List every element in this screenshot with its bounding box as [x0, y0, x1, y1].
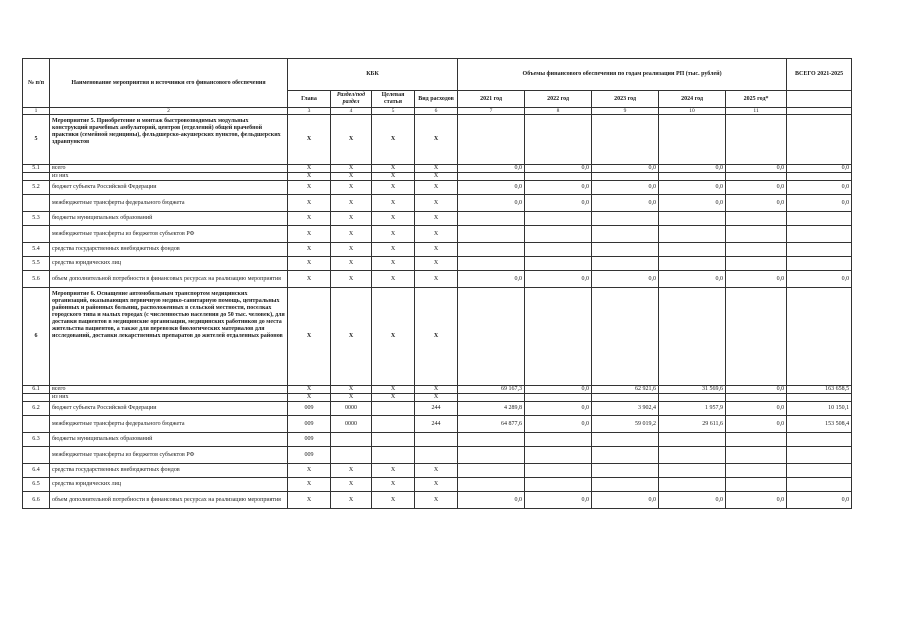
cell-name: межбюджетные трансферты из бюджетов субъектов РФ: [50, 447, 288, 464]
cell-g: X: [288, 173, 331, 181]
table-row: [23, 226, 852, 243]
cell-n: 5.2: [23, 181, 50, 195]
cell-y4: 0,0: [659, 492, 726, 509]
cell-y3: [592, 464, 659, 478]
cell-v: X: [415, 478, 458, 492]
cell-y4: [659, 288, 726, 386]
cell-r: X: [331, 195, 372, 212]
cell-g: X: [288, 115, 331, 165]
cell-y4: [659, 433, 726, 447]
cell-y5: [726, 212, 787, 226]
cell-t: [787, 212, 852, 226]
cell-t: 0,0: [787, 165, 852, 173]
cell-name: объем дополнительной потребности в финансовых ресурсах на реализацию мероприятия: [50, 492, 288, 509]
cell-name: всего: [50, 386, 288, 394]
cell-g: X: [288, 195, 331, 212]
cell-y2: 0,0: [525, 402, 592, 416]
document-page: [22, 58, 851, 509]
cell-v: X: [415, 226, 458, 243]
cell-n: 6: [23, 288, 50, 386]
cell-y5: [726, 394, 787, 402]
cell-c: X: [372, 288, 415, 386]
cell-name: бюджеты муниципальных образований: [50, 212, 288, 226]
cell-r: [331, 447, 372, 464]
cell-y2: 0,0: [525, 165, 592, 173]
header-2023: 2023 год: [592, 91, 659, 108]
cell-c: X: [372, 394, 415, 402]
cell-v: 244: [415, 402, 458, 416]
cell-n: 6.4: [23, 464, 50, 478]
cell-g: 009: [288, 416, 331, 433]
cell-y2: 0,0: [525, 492, 592, 509]
header-num: № п/п: [23, 59, 50, 108]
cell-r: X: [331, 288, 372, 386]
cell-y4: [659, 243, 726, 257]
cell-y5: [726, 226, 787, 243]
cell-n: 5.1: [23, 165, 50, 173]
cell-y3: 0,0: [592, 195, 659, 212]
cell-r: X: [331, 243, 372, 257]
cell-c: X: [372, 271, 415, 288]
cell-c: X: [372, 165, 415, 173]
cell-y5: [726, 115, 787, 165]
cell-y3: 0,0: [592, 165, 659, 173]
cell-y1: 0,0: [458, 492, 525, 509]
table-row: [23, 394, 852, 402]
cell-c: [372, 416, 415, 433]
table-row: [23, 492, 852, 509]
cell-g: X: [288, 257, 331, 271]
cell-y2: [525, 115, 592, 165]
cell-n: 5.5: [23, 257, 50, 271]
cell-g: X: [288, 181, 331, 195]
cell-g: X: [288, 478, 331, 492]
cell-y5: 0,0: [726, 416, 787, 433]
cell-y3: [592, 288, 659, 386]
column-number: 3: [288, 108, 331, 115]
cell-y3: [592, 226, 659, 243]
cell-c: X: [372, 492, 415, 509]
cell-y5: 0,0: [726, 271, 787, 288]
cell-y4: [659, 447, 726, 464]
cell-t: 0,0: [787, 181, 852, 195]
cell-t: [787, 243, 852, 257]
cell-y1: [458, 115, 525, 165]
cell-c: [372, 433, 415, 447]
table-row: [23, 447, 852, 464]
cell-c: X: [372, 115, 415, 165]
cell-v: [415, 447, 458, 464]
cell-name: бюджет субъекта Российской Федерации: [50, 402, 288, 416]
table-row: [23, 271, 852, 288]
cell-y4: 0,0: [659, 271, 726, 288]
cell-y3: [592, 478, 659, 492]
header-total: ВСЕГО 2021-2025: [787, 59, 852, 91]
cell-v: [415, 433, 458, 447]
cell-g: X: [288, 226, 331, 243]
cell-y1: [458, 464, 525, 478]
cell-v: X: [415, 115, 458, 165]
table-row: [23, 402, 852, 416]
cell-c: X: [372, 226, 415, 243]
cell-name: Мероприятие 5. Приобретение и монтаж быстровозводимых модульных конструкций врачебных амбулаторий, центров (отделений) общей врачебной практики (семейной медицины), фельдшерско-акушерских пунктов, фельдшерских здравпунктов: [50, 115, 288, 165]
cell-y4: 0,0: [659, 181, 726, 195]
cell-v: X: [415, 257, 458, 271]
cell-r: X: [331, 226, 372, 243]
cell-g: X: [288, 288, 331, 386]
cell-y2: [525, 464, 592, 478]
table-row: [23, 195, 852, 212]
cell-name: из них: [50, 394, 288, 402]
cell-t: 153 508,4: [787, 416, 852, 433]
cell-g: X: [288, 212, 331, 226]
cell-t: 163 658,5: [787, 386, 852, 394]
header-total-blank: [787, 91, 852, 108]
cell-name: всего: [50, 165, 288, 173]
cell-g: X: [288, 492, 331, 509]
cell-y1: 0,0: [458, 195, 525, 212]
header-cel-statya: Целевая статья: [372, 91, 415, 108]
cell-t: [787, 464, 852, 478]
cell-y2: [525, 226, 592, 243]
cell-v: X: [415, 181, 458, 195]
cell-y5: 0,0: [726, 402, 787, 416]
cell-name: средства юридических лиц: [50, 478, 288, 492]
cell-y4: [659, 257, 726, 271]
cell-y1: [458, 173, 525, 181]
cell-n: [23, 195, 50, 212]
cell-y5: [726, 288, 787, 386]
column-number: 10: [659, 108, 726, 115]
cell-y1: [458, 243, 525, 257]
cell-y5: [726, 257, 787, 271]
cell-n: 5.4: [23, 243, 50, 257]
cell-g: X: [288, 165, 331, 173]
header-vid-rashodov: Вид расходов: [415, 91, 458, 108]
cell-y2: 0,0: [525, 195, 592, 212]
cell-t: [787, 447, 852, 464]
cell-y2: 0,0: [525, 416, 592, 433]
column-number: 8: [525, 108, 592, 115]
cell-r: X: [331, 492, 372, 509]
cell-y3: 0,0: [592, 181, 659, 195]
cell-y1: 64 877,6: [458, 416, 525, 433]
cell-y5: [726, 433, 787, 447]
cell-t: [787, 433, 852, 447]
cell-y5: [726, 243, 787, 257]
cell-y4: [659, 394, 726, 402]
table-row: [23, 257, 852, 271]
column-number: 4: [331, 108, 372, 115]
column-number: 2: [50, 108, 288, 115]
cell-n: 5.3: [23, 212, 50, 226]
cell-v: X: [415, 243, 458, 257]
table-row: [23, 478, 852, 492]
cell-t: 0,0: [787, 195, 852, 212]
cell-n: 6.6: [23, 492, 50, 509]
cell-v: X: [415, 288, 458, 386]
cell-name: межбюджетные трансферты из бюджетов субъектов РФ: [50, 226, 288, 243]
cell-y1: [458, 433, 525, 447]
cell-name: межбюджетные трансферты федерального бюджета: [50, 416, 288, 433]
cell-y1: [458, 478, 525, 492]
cell-y1: [458, 447, 525, 464]
table-row: [23, 288, 852, 386]
cell-r: X: [331, 181, 372, 195]
cell-y2: [525, 212, 592, 226]
cell-y5: 0,0: [726, 165, 787, 173]
cell-g: 009: [288, 402, 331, 416]
cell-n: [23, 173, 50, 181]
cell-r: X: [331, 478, 372, 492]
cell-c: [372, 402, 415, 416]
cell-y5: 0,0: [726, 195, 787, 212]
cell-c: X: [372, 173, 415, 181]
cell-y4: [659, 212, 726, 226]
cell-y3: [592, 212, 659, 226]
column-number: 6: [415, 108, 458, 115]
header-2025: 2025 год*: [726, 91, 787, 108]
cell-y3: [592, 394, 659, 402]
cell-y4: [659, 115, 726, 165]
cell-name: бюджет субъекта Российской Федерации: [50, 181, 288, 195]
cell-y2: [525, 394, 592, 402]
cell-y5: [726, 464, 787, 478]
cell-v: X: [415, 386, 458, 394]
cell-y3: 0,0: [592, 271, 659, 288]
column-number: 11: [726, 108, 787, 115]
cell-y4: [659, 173, 726, 181]
cell-y2: [525, 433, 592, 447]
cell-n: [23, 394, 50, 402]
cell-g: X: [288, 394, 331, 402]
cell-t: [787, 288, 852, 386]
cell-y4: 1 957,9: [659, 402, 726, 416]
cell-v: 244: [415, 416, 458, 433]
cell-r: X: [331, 464, 372, 478]
cell-y5: [726, 173, 787, 181]
cell-c: X: [372, 478, 415, 492]
cell-t: [787, 173, 852, 181]
cell-y2: [525, 288, 592, 386]
cell-y2: 0,0: [525, 181, 592, 195]
cell-name: бюджеты муниципальных образований: [50, 433, 288, 447]
cell-t: 10 150,1: [787, 402, 852, 416]
cell-g: X: [288, 243, 331, 257]
cell-c: X: [372, 195, 415, 212]
cell-y1: [458, 394, 525, 402]
cell-v: X: [415, 394, 458, 402]
cell-y2: [525, 257, 592, 271]
cell-name: средства государственных внебюджетных фондов: [50, 464, 288, 478]
cell-y2: [525, 447, 592, 464]
cell-n: [23, 416, 50, 433]
cell-v: X: [415, 165, 458, 173]
cell-n: 6.3: [23, 433, 50, 447]
cell-name: Мероприятие 6. Оснащение автомобильным транспортом медицинских организаций, оказывающих первичную медико-санитарную помощь, центральных районных и районных больниц, расположенных в сельской местности, поселках городского типа и малых городах (с численностью населения до 50 тыс. человек), для доставки пациентов в медицинские организации, медицинских работников до места жительства пациентов, а также для перевозки биологических материалов для исследований, доставки лекарственных препаратов до жителей отдаленных районов: [50, 288, 288, 386]
cell-r: X: [331, 212, 372, 226]
cell-y2: 0,0: [525, 386, 592, 394]
cell-n: 5.6: [23, 271, 50, 288]
cell-y3: [592, 433, 659, 447]
cell-t: 0,0: [787, 492, 852, 509]
cell-y3: [592, 257, 659, 271]
cell-y4: 0,0: [659, 165, 726, 173]
cell-y4: [659, 464, 726, 478]
cell-y1: 0,0: [458, 181, 525, 195]
cell-name: средства государственных внебюджетных фондов: [50, 243, 288, 257]
cell-n: [23, 447, 50, 464]
cell-y5: [726, 478, 787, 492]
table-body: [23, 115, 852, 509]
table-row: [23, 181, 852, 195]
cell-c: X: [372, 257, 415, 271]
cell-y4: [659, 478, 726, 492]
cell-y4: 31 569,6: [659, 386, 726, 394]
header-glava: Глава: [288, 91, 331, 108]
cell-r: X: [331, 165, 372, 173]
cell-g: X: [288, 271, 331, 288]
cell-y3: 3 902,4: [592, 402, 659, 416]
cell-c: X: [372, 243, 415, 257]
cell-y1: 0,0: [458, 271, 525, 288]
header-2021: 2021 год: [458, 91, 525, 108]
cell-y3: 0,0: [592, 492, 659, 509]
cell-v: X: [415, 492, 458, 509]
header-years-title: Объемы финансового обеспечения по годам реализации РП (тыс. рублей): [458, 59, 787, 91]
cell-r: X: [331, 394, 372, 402]
cell-g: 009: [288, 447, 331, 464]
cell-c: X: [372, 464, 415, 478]
cell-y4: 29 611,6: [659, 416, 726, 433]
header-name: Наименование мероприятия и источники его финансового обеспечения: [50, 59, 288, 108]
cell-t: [787, 226, 852, 243]
header-2022: 2022 год: [525, 91, 592, 108]
cell-t: [787, 115, 852, 165]
cell-v: X: [415, 212, 458, 226]
column-numbers-row: [23, 108, 852, 115]
cell-y1: [458, 226, 525, 243]
cell-t: 0,0: [787, 271, 852, 288]
table-row: [23, 416, 852, 433]
cell-y3: [592, 173, 659, 181]
cell-n: 6.2: [23, 402, 50, 416]
cell-y2: [525, 173, 592, 181]
cell-n: 6.5: [23, 478, 50, 492]
table-row: [23, 212, 852, 226]
cell-y3: [592, 447, 659, 464]
column-number: 1: [23, 108, 50, 115]
financing-table: [22, 58, 852, 509]
cell-n: 5: [23, 115, 50, 165]
column-number: 7: [458, 108, 525, 115]
cell-y5: [726, 447, 787, 464]
cell-y3: 59 019,2: [592, 416, 659, 433]
cell-v: X: [415, 271, 458, 288]
cell-c: X: [372, 212, 415, 226]
cell-y1: [458, 257, 525, 271]
cell-y1: 4 289,8: [458, 402, 525, 416]
cell-y2: 0,0: [525, 271, 592, 288]
cell-y5: 0,0: [726, 386, 787, 394]
cell-r: X: [331, 173, 372, 181]
cell-name: объем дополнительной потребности в финансовых ресурсах на реализацию мероприятия: [50, 271, 288, 288]
cell-n: 6.1: [23, 386, 50, 394]
cell-g: 009: [288, 433, 331, 447]
cell-y1: [458, 288, 525, 386]
cell-y2: [525, 478, 592, 492]
cell-y4: [659, 226, 726, 243]
cell-r: X: [331, 386, 372, 394]
cell-v: X: [415, 195, 458, 212]
cell-y4: 0,0: [659, 195, 726, 212]
cell-y3: 62 921,6: [592, 386, 659, 394]
cell-y5: 0,0: [726, 492, 787, 509]
cell-g: X: [288, 386, 331, 394]
table-row: [23, 173, 852, 181]
cell-v: X: [415, 464, 458, 478]
cell-y5: 0,0: [726, 181, 787, 195]
cell-y2: [525, 243, 592, 257]
header-kbk: КБК: [288, 59, 458, 91]
header-razdel: Раздел/под раздел: [331, 91, 372, 108]
cell-name: из них: [50, 173, 288, 181]
cell-r: 0000: [331, 402, 372, 416]
table-row: [23, 115, 852, 165]
cell-r: X: [331, 271, 372, 288]
cell-c: X: [372, 181, 415, 195]
cell-c: [372, 447, 415, 464]
cell-y3: [592, 115, 659, 165]
table-row: [23, 433, 852, 447]
column-number: 5: [372, 108, 415, 115]
table-row: [23, 165, 852, 173]
cell-y1: [458, 212, 525, 226]
cell-t: [787, 394, 852, 402]
cell-y3: [592, 243, 659, 257]
table-row: [23, 386, 852, 394]
cell-r: [331, 433, 372, 447]
column-number: [787, 108, 852, 115]
column-number: 9: [592, 108, 659, 115]
cell-r: X: [331, 115, 372, 165]
cell-y1: 0,0: [458, 165, 525, 173]
cell-t: [787, 257, 852, 271]
cell-y1: 69 167,3: [458, 386, 525, 394]
header-2024: 2024 год: [659, 91, 726, 108]
cell-c: X: [372, 386, 415, 394]
cell-t: [787, 478, 852, 492]
cell-r: X: [331, 257, 372, 271]
table-row: [23, 243, 852, 257]
table-row: [23, 464, 852, 478]
cell-g: X: [288, 464, 331, 478]
cell-r: 0000: [331, 416, 372, 433]
cell-name: средства юридических лиц: [50, 257, 288, 271]
cell-n: [23, 226, 50, 243]
cell-name: межбюджетные трансферты федерального бюджета: [50, 195, 288, 212]
cell-v: X: [415, 173, 458, 181]
